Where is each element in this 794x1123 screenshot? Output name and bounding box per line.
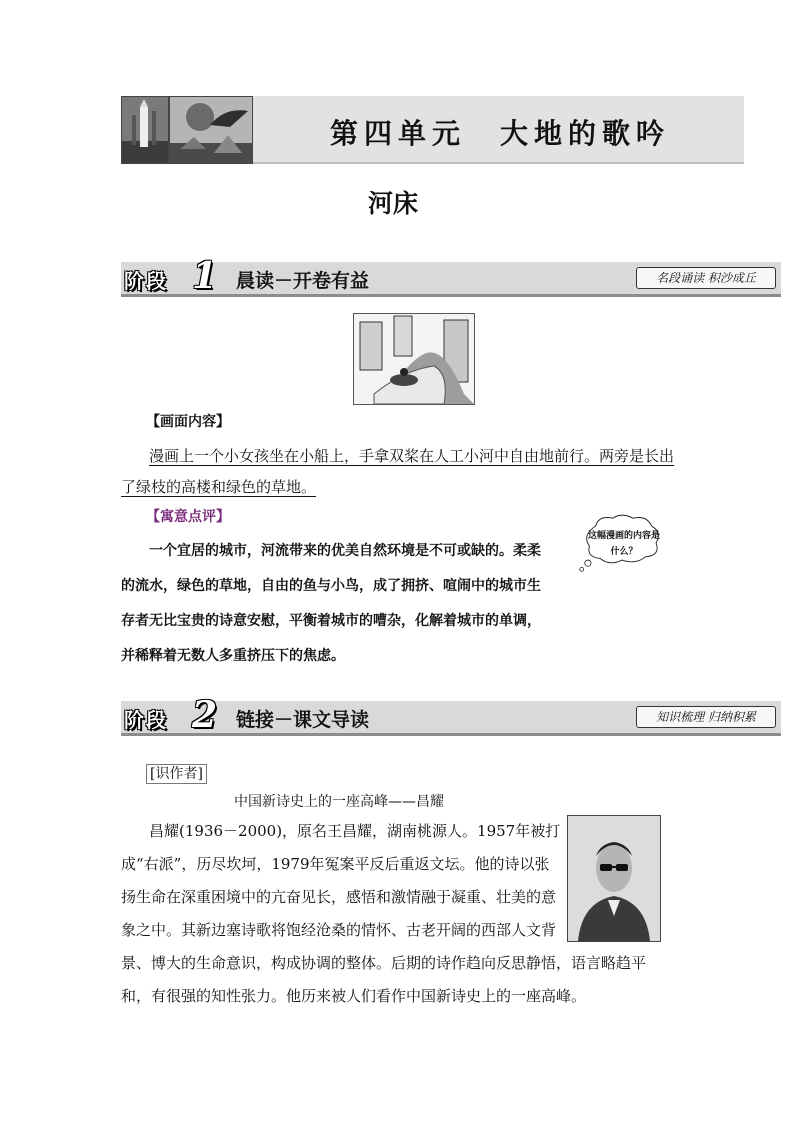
author-heading: 中国新诗史上的一座高峰——昌耀 — [234, 794, 444, 810]
landscape-photo — [169, 96, 253, 164]
stage1-word: 阶段 — [124, 269, 168, 293]
unit-title: 第四单元 大地的歌吟 — [330, 117, 671, 150]
stage2-tag: 知识梳理 归纳积累 — [636, 706, 776, 728]
stage2-word: 阶段 — [124, 708, 168, 732]
meaning-text: 一个宜居的城市，河流带来的优美自然环境是不可或缺的。柔柔的流水，绿色的草地，自由的鱼与小鸟，成了拥挤、喧闹中的城市生存者无比宝贵的诗意安慰，平衡着城市的嘈杂，化解着城市的单调，并稀释着无数人多重挤压下的焦虑。 — [121, 543, 541, 664]
stage1-number: 1 — [192, 255, 218, 297]
stage1-tag: 名段诵读 积沙成丘 — [636, 267, 776, 289]
rocket-launch-photo — [121, 96, 169, 164]
thought-bubble-text: 这幅漫画的内容是什么？ — [587, 531, 660, 557]
author-label: [识作者] — [146, 764, 207, 784]
author-text-body: 昌耀(1936－2000)，原名王昌耀，湖南桃源人。1957年被打成“右派”，历尽坎坷，1979年冤案平反后重返文坛。他的诗以张扬生命在深重困境中的亢奋见长，感悟和激情融于凝重、壮美的意象之中。其新边塞诗歌将饱经沧桑的情怀、古老开阔的西部人文背景、博大的生命意识，构成协调的整体。后期的诗作趋向反思静悟，语言略趋平和，有很强的知性张力。他历来被人们看作中国新诗史上的一座高峰。 — [121, 822, 647, 1005]
meaning-heading: 【寓意点评】 — [146, 509, 230, 525]
stage2-number: 2 — [192, 694, 218, 736]
cartoon-illustration — [353, 313, 475, 405]
photo-wrap-spacer — [561, 815, 661, 940]
author-text — [121, 815, 661, 1013]
lesson-title: 河床 — [368, 189, 419, 218]
stage2-title: 链接－课文导读 — [236, 709, 370, 731]
scene-text: 漫画上一个小女孩坐在小船上，手拿双桨在人工小河中自由地前行。两旁是长出了绿枝的高楼和绿色的草地。 — [121, 447, 675, 496]
stage1-title: 晨读－开卷有益 — [236, 270, 370, 292]
scene-heading: 【画面内容】 — [146, 414, 230, 430]
